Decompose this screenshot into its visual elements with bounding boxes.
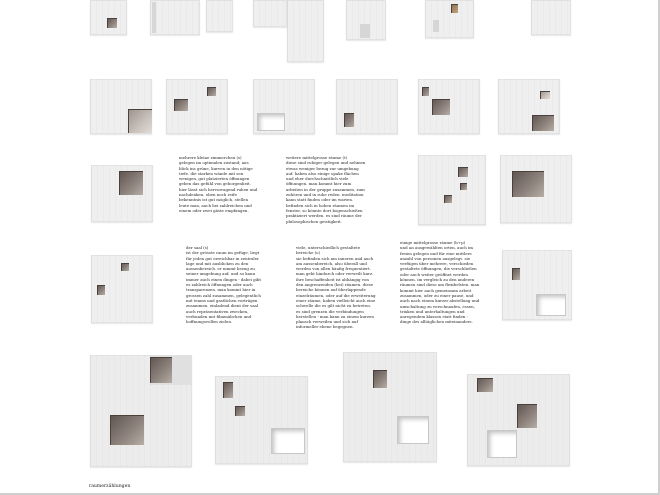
- model-r1-7: [425, 0, 474, 38]
- model-r5-4: [467, 374, 570, 466]
- text-block-5: [400, 240, 480, 325]
- model-r2-5: [418, 79, 480, 134]
- model-r1-2: [150, 0, 200, 35]
- model-r2-6: [498, 79, 560, 134]
- model-r3-3: [500, 155, 572, 223]
- model-r1-5: [253, 0, 287, 27]
- model-r2-3: [253, 79, 315, 134]
- text-block-5-body: und an ausgewählten orten, auch im freien gelegen und für eine mittlere anzahl von personen ausgelegt. sie verfügen über mehrere, verschieden gestaltete öffnungen, die verschließen oder auch weiter geöffnet werden können. im vergleich zu den anderen räumen sind diese am flexibelsten. man kommt hier auch gemeinsam arbeit zusammen, oder zu einer pause, und auch nach einem kurzer abstellung und umschaltung zu verschnaufen, essen, trinken und unterhaltungen und anregendem klassen statt finden - dinge des alltäglichen miteinanders.: [400, 245, 480, 325]
- model-r5-1: [90, 355, 192, 467]
- model-r3-1: [91, 165, 153, 222]
- text-block-1-title: mehrere kleine zimmerchen (s): [179, 155, 242, 160]
- model-r5-2: [215, 376, 308, 464]
- model-r4-1: [91, 255, 153, 323]
- text-block-4: [296, 245, 376, 330]
- text-block-3-body: ist der grösste raum im gefüge, liegt für jeden gut erreichbar in zentraler lage und mit ausblicken zu den aussenbereich. er nimmt bezug zu seiner umgebung auf, und so kann immer auch einen dingen - dabei gibt es zahlreich öffnungen oder auch transparenzen. man kommt hier in grossen zahl zusammen, gelegentlich mit teams und gastlichen vorträgen zusammen. einladend dient der saal auch repräsentativen zwecken, verbunden mit filmmäbchen und hoffnungsvollen zielen.: [186, 250, 261, 325]
- text-block-2-title: weitere mittelgrosse räume (t): [286, 155, 348, 160]
- model-r2-4: [336, 79, 398, 134]
- model-r2-1: [90, 79, 152, 134]
- model-r5-3: [343, 352, 437, 462]
- text-block-1-body: gelegen im optimalen zustand; aus blick ins grüne, kurven in den nötige tiefe. die starken wände mit sen wenigen, gut platzierten öffnungen geben das gefühl von geborgenheit. hier lässt sich hervorragend ruhen und nachdenken. oben noch reife bekenntnis ist gut möglich. stellen leute man, auch bei zahlreichen und einem oder zwei gäste empfangen.: [179, 160, 258, 213]
- text-block-3-title: der saal (s): [186, 245, 209, 250]
- model-r1-8: [531, 0, 571, 35]
- text-block-2: [286, 155, 366, 224]
- page-caption: raumerzählungen: [89, 484, 131, 489]
- model-r1-6: [346, 0, 386, 40]
- model-r4-2: [502, 250, 572, 320]
- model-r3-2: [418, 155, 486, 225]
- text-block-3: [186, 245, 266, 324]
- model-r2-2: [166, 79, 228, 134]
- text-block-4-body: sie befinden sich am inneren und auch am aussenbereich, also überall und werden von allen häufig frequentiert. man geht hindurch oder verweilt kurz. ihre beschaffenheit ist abhängig von den angrenzenden (bei) räumen. diese bereiche können auf überlappende einzelräumen, oder auf die erweiterung einer räume, haben vielleicht auch eine schwelle die es gilt nicht zu betreten. es sind grenzen die verbindungen herstellen - man kann zu einem kurzen plausch verweilen und sich auf informeller ebene begegnen.: [296, 255, 376, 330]
- text-block-4-title: viele, unterschiedlich gestaltete bereiche (o): [296, 245, 361, 256]
- model-r1-4: [287, 0, 324, 62]
- model-r1-3: [206, 0, 233, 32]
- text-block-5-title: einige mittelgrosse räume (b+p): [400, 240, 466, 245]
- text-block-1: [179, 155, 258, 213]
- text-block-2-body: diese sind ruhiger gelegen und nehmen etwas weniger bezug zur umgebung auf. haben also einige opake flächen und eher durchschnittlich viele öffnungen. man kommt hier zum arbeiten in der gruppe zusammen, zum zuhören und in ruhe reden. meditation kann statt finden oder im warten. befinden sich in hohen räumen im fenster, so könnte dort bogenschießen praktiziert werden. es sind räume der philosophischen geistigkeit.: [286, 160, 366, 224]
- model-r1-1: [90, 0, 127, 35]
